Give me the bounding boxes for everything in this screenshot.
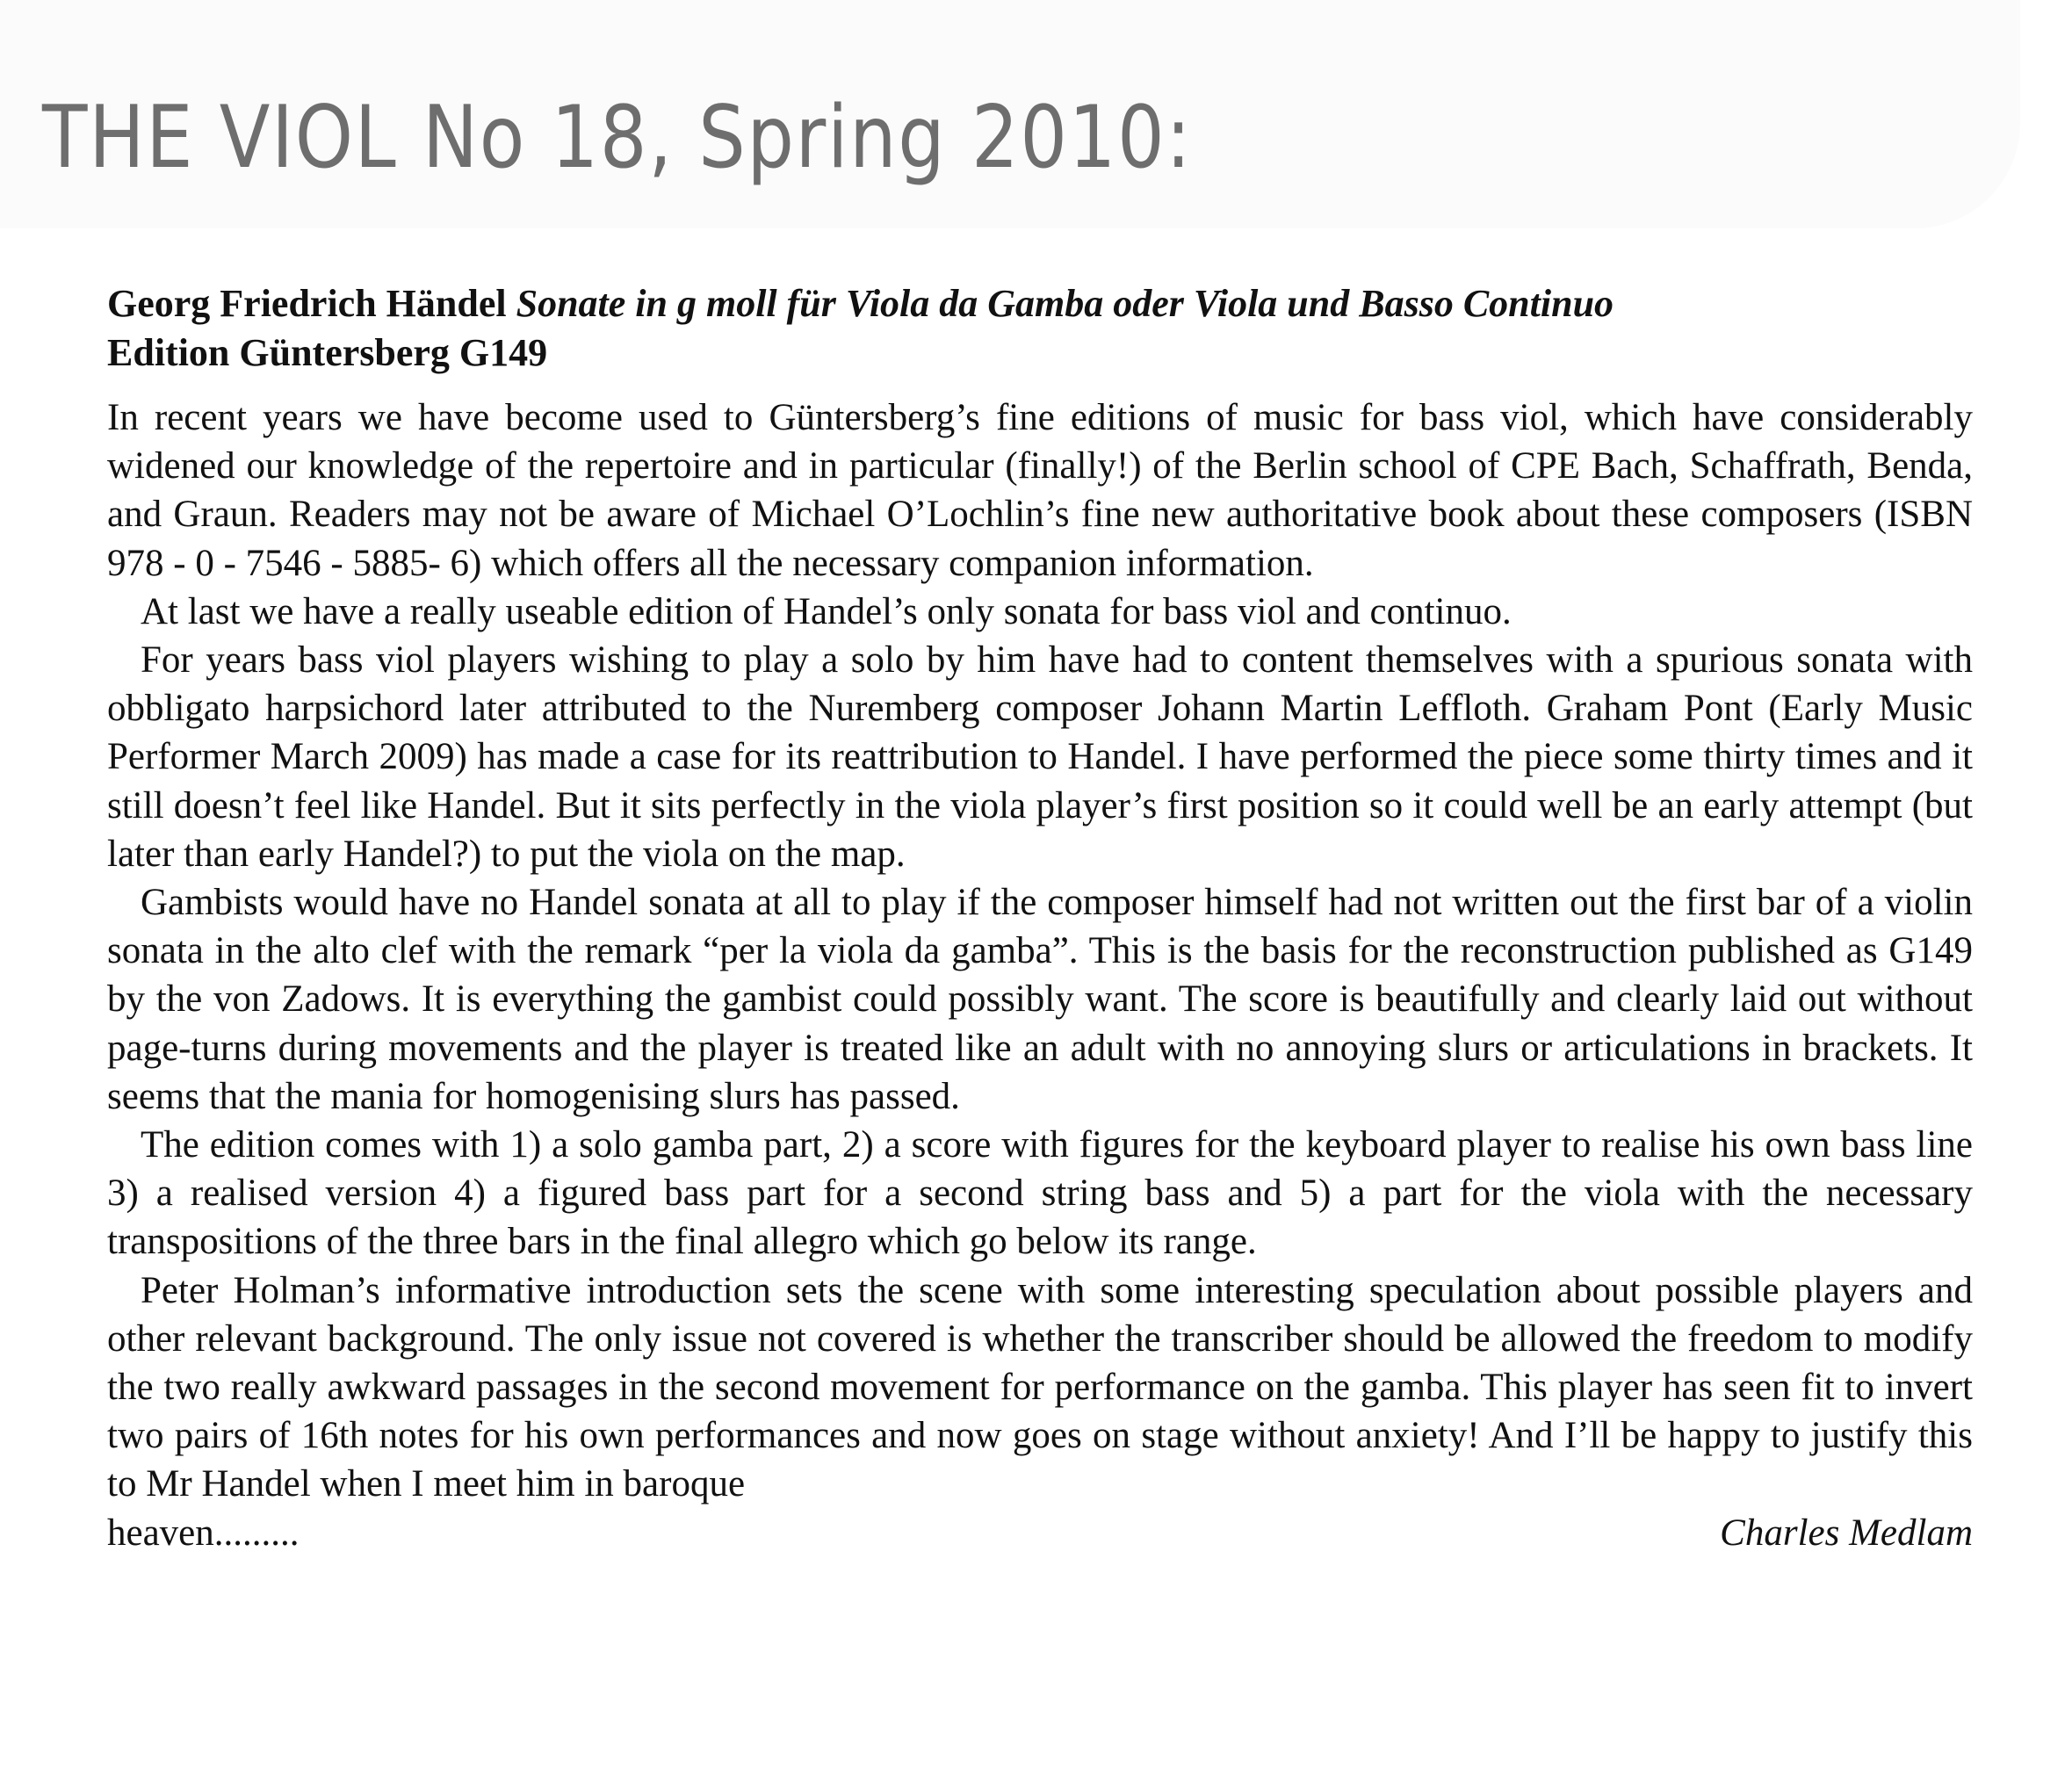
closing-word: heaven......... — [107, 1512, 300, 1554]
review-article — [107, 279, 1973, 1557]
paragraph-useable-edition: At last we have a really useable edition of Handel’s only sonata for bass viol and continuo. — [141, 590, 1512, 632]
page-title: THE VIOL No 18, Spring 2010: — [42, 88, 1193, 188]
work-title: Sonate in g moll für Viola da Gamba oder Viola und Basso Continuo — [516, 282, 1614, 325]
paragraph-introduction: Peter Holman’s informative introduction sets the scene with some interesting speculation about possible players and other relevant background. The only issue not covered is whether the transcriber should be allowed the freedom to modify the two really awkward passages in the second movement for performance on the gamba. This player has seen fit to invert two pairs of 16th notes for his own performances and now goes on stage without anxiety! And I’ll be happy to justify this to Mr Handel when I meet him in baroque — [107, 1269, 1973, 1505]
heading-line-1 — [107, 279, 1973, 328]
review-body — [107, 393, 1973, 1557]
composer-name: Georg Friedrich Händel — [107, 282, 507, 325]
paragraph-edition-contents: The edition comes with 1) a solo gamba part, 2) a score with figures for the keyboard player to realise his own bass line 3) a realised version 4) a figured bass part for a second string bass and 5) a part for the viola with the necessary transpositions of the three bars in the final allegro which go below its range. — [107, 1124, 1973, 1263]
review-heading — [107, 279, 1973, 378]
author-signature: Charles Medlam — [1720, 1512, 1973, 1554]
closing-line — [107, 1509, 1973, 1557]
paragraph-intro: In recent years we have become used to Güntersberg’s fine editions of music for bass viol, which have considerably widened our knowledge of the repertoire and in particular (finally!) of the Berlin school of CPE Bach, Schaffrath, Benda, and Graun. Readers may not be aware of Michael O’Lochlin’s fine new authoritative book about these composers (ISBN 978 - 0 - 7546 - 5885- 6) which offers all the necessary companion information. — [107, 397, 1973, 584]
paragraph-spurious-sonata: For years bass viol players wishing to play a solo by him have had to content themselves with a spurious sonata with obbligato harpsichord later attributed to the Nuremberg composer Johann Martin Leffloth. Graham Pont (Early Music Performer March 2009) has made a case for its reattribution to Handel. I have performed the piece some thirty times and it still doesn’t feel like Handel. But it sits perfectly in the viola player’s first position so it could well be an early attempt (but later than early Handel?) to put the viola on the map. — [107, 639, 1973, 875]
publisher-line: Edition Güntersberg G149 — [107, 331, 548, 374]
paragraph-reconstruction: Gambists would have no Handel sonata at all to play if the composer himself had not written out the first bar of a violin sonata in the alto clef with the remark “per la viola da gamba”. This is the basis for the reconstruction published as G149 by the von Zadows. It is everything the gambist could possibly want. The score is beautifully and clearly laid out without page-turns during movements and the player is treated like an adult with no annoying slurs or articulations in brackets. It seems that the mania for homogenising slurs has passed. — [107, 882, 1973, 1117]
